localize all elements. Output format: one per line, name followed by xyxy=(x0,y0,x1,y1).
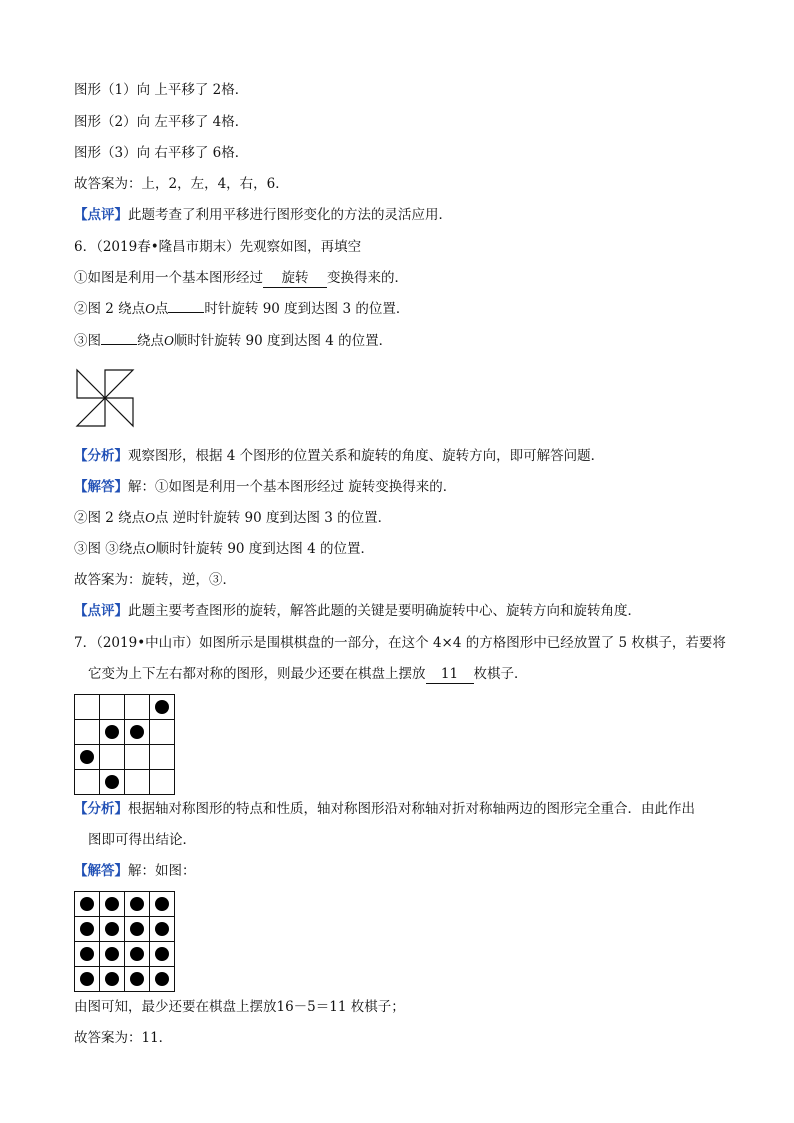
stone-icon xyxy=(80,972,94,986)
board-cell xyxy=(150,942,175,967)
analysis-7-line-2: 图即可得出结论． xyxy=(88,832,196,848)
board-cell xyxy=(100,720,125,745)
stone-icon xyxy=(155,922,169,936)
board-cell xyxy=(125,770,150,795)
pinwheel-figure xyxy=(74,367,136,429)
answer-line-5: 故答案为：上，2，左，4，右，6． xyxy=(74,176,289,192)
pinwheel-triangle-1 xyxy=(105,398,133,426)
solution-6-line-3: ③图 ③绕点O顺时针旋转 90 度到达图 4 的位置． xyxy=(74,541,374,557)
board-cell xyxy=(100,967,125,992)
board-cell xyxy=(75,967,100,992)
board-cell xyxy=(100,892,125,917)
stone-icon xyxy=(80,922,94,936)
stone-icon xyxy=(130,897,144,911)
question-6-title: 6．（2019春•隆昌市期末）先观察如图，再填空 xyxy=(74,239,362,255)
stone-icon xyxy=(105,725,119,739)
question-7-line-1: 7．（2019•中山市）如图所示是围棋棋盘的一部分，在这个 4×4 的方格图形中已经放置了 5 枚棋子，若要将 xyxy=(74,635,726,651)
line-translation-1: 图形（1）向 上平移了 2格． xyxy=(74,82,249,98)
board-cell xyxy=(75,695,100,720)
board-cell xyxy=(150,720,175,745)
board-cell xyxy=(75,942,100,967)
board-cell xyxy=(125,967,150,992)
question-6-item-1: ①如图是利用一个基本图形经过 旋转 变换得来的． xyxy=(74,270,408,286)
board-cell xyxy=(75,770,100,795)
blank-1: 旋转 xyxy=(263,269,327,288)
stone-icon xyxy=(105,947,119,961)
go-board-initial xyxy=(74,694,175,795)
board-cell xyxy=(75,720,100,745)
question-7-line-2: 它变为上下左右都对称的图形，则最少还要在棋盘上摆放 11 枚棋子． xyxy=(88,666,528,682)
stone-icon xyxy=(80,947,94,961)
board-cell xyxy=(150,695,175,720)
board-cell xyxy=(75,917,100,942)
analysis-6: 【分析】观察图形，根据 4 个图形的位置关系和旋转的角度、旋转方向，即可解答问题． xyxy=(74,448,605,464)
go-board-solution xyxy=(74,891,175,992)
stone-icon xyxy=(105,972,119,986)
board-cell xyxy=(125,720,150,745)
stone-icon xyxy=(130,922,144,936)
answer-7: 故答案为：11． xyxy=(74,1030,173,1046)
stone-icon xyxy=(155,972,169,986)
stone-icon xyxy=(80,897,94,911)
analysis-7-line-1: 【分析】根据轴对称图形的特点和性质，轴对称图形沿对称轴对折对称轴两边的图形完全重合．由此作出 xyxy=(74,801,695,817)
comment-6: 【点评】此题主要考查图形的旋转，解答此题的关键是要明确旋转中心、旋转方向和旋转角度． xyxy=(74,603,641,619)
line-translation-3: 图形（3）向 右平移了 6格． xyxy=(74,145,249,161)
board-cell xyxy=(100,770,125,795)
board-cell xyxy=(75,892,100,917)
board-cell xyxy=(100,695,125,720)
board-cell xyxy=(125,745,150,770)
board-cell xyxy=(125,942,150,967)
blank-2 xyxy=(168,312,204,313)
stone-icon xyxy=(130,972,144,986)
board-cell xyxy=(100,942,125,967)
board-cell xyxy=(150,917,175,942)
solution-6-line-1: 【解答】解：①如图是利用一个基本图形经过 旋转变换得来的． xyxy=(74,479,457,495)
pinwheel-triangle-3 xyxy=(77,370,105,398)
board-cell xyxy=(100,917,125,942)
pinwheel-triangle-4 xyxy=(77,398,105,426)
blank-q7: 11 xyxy=(426,665,474,684)
blank-3 xyxy=(101,344,137,345)
stone-icon xyxy=(105,897,119,911)
board-cell xyxy=(150,770,175,795)
question-6-item-3: ③图 绕点O顺时针旋转 90 度到达图 4 的位置． xyxy=(74,333,393,349)
stone-icon xyxy=(155,947,169,961)
line-translation-2: 图形（2）向 左平移了 4格． xyxy=(74,114,249,130)
answer-6: 故答案为：旋转，逆，③． xyxy=(74,572,236,588)
comment-tag: 【点评】 xyxy=(74,207,128,223)
board-cell xyxy=(150,745,175,770)
solution-7-line-2: 由图可知，最少还要在棋盘上摆放16－5＝11 枚棋子； xyxy=(74,999,405,1015)
stone-icon xyxy=(130,947,144,961)
board-cell xyxy=(150,967,175,992)
board-cell xyxy=(150,892,175,917)
board-cell xyxy=(100,745,125,770)
board-cell xyxy=(125,892,150,917)
solution-7-line-1: 【解答】解：如图： xyxy=(74,863,196,879)
stone-icon xyxy=(155,700,169,714)
comment-line-5: 【点评】此题考查了利用平移进行图形变化的方法的灵活应用． xyxy=(74,207,452,223)
solution-6-line-2: ②图 2 绕点O点 逆时针旋转 90 度到达图 3 的位置． xyxy=(74,510,392,526)
question-6-item-2: ②图 2 绕点O点 时针旋转 90 度到达图 3 的位置． xyxy=(74,301,410,317)
stone-icon xyxy=(80,750,94,764)
pinwheel-triangle-2 xyxy=(105,370,133,398)
board-cell xyxy=(125,917,150,942)
stone-icon xyxy=(105,922,119,936)
stone-icon xyxy=(155,897,169,911)
board-cell xyxy=(125,695,150,720)
stone-icon xyxy=(105,775,119,789)
stone-icon xyxy=(130,725,144,739)
board-cell xyxy=(75,745,100,770)
